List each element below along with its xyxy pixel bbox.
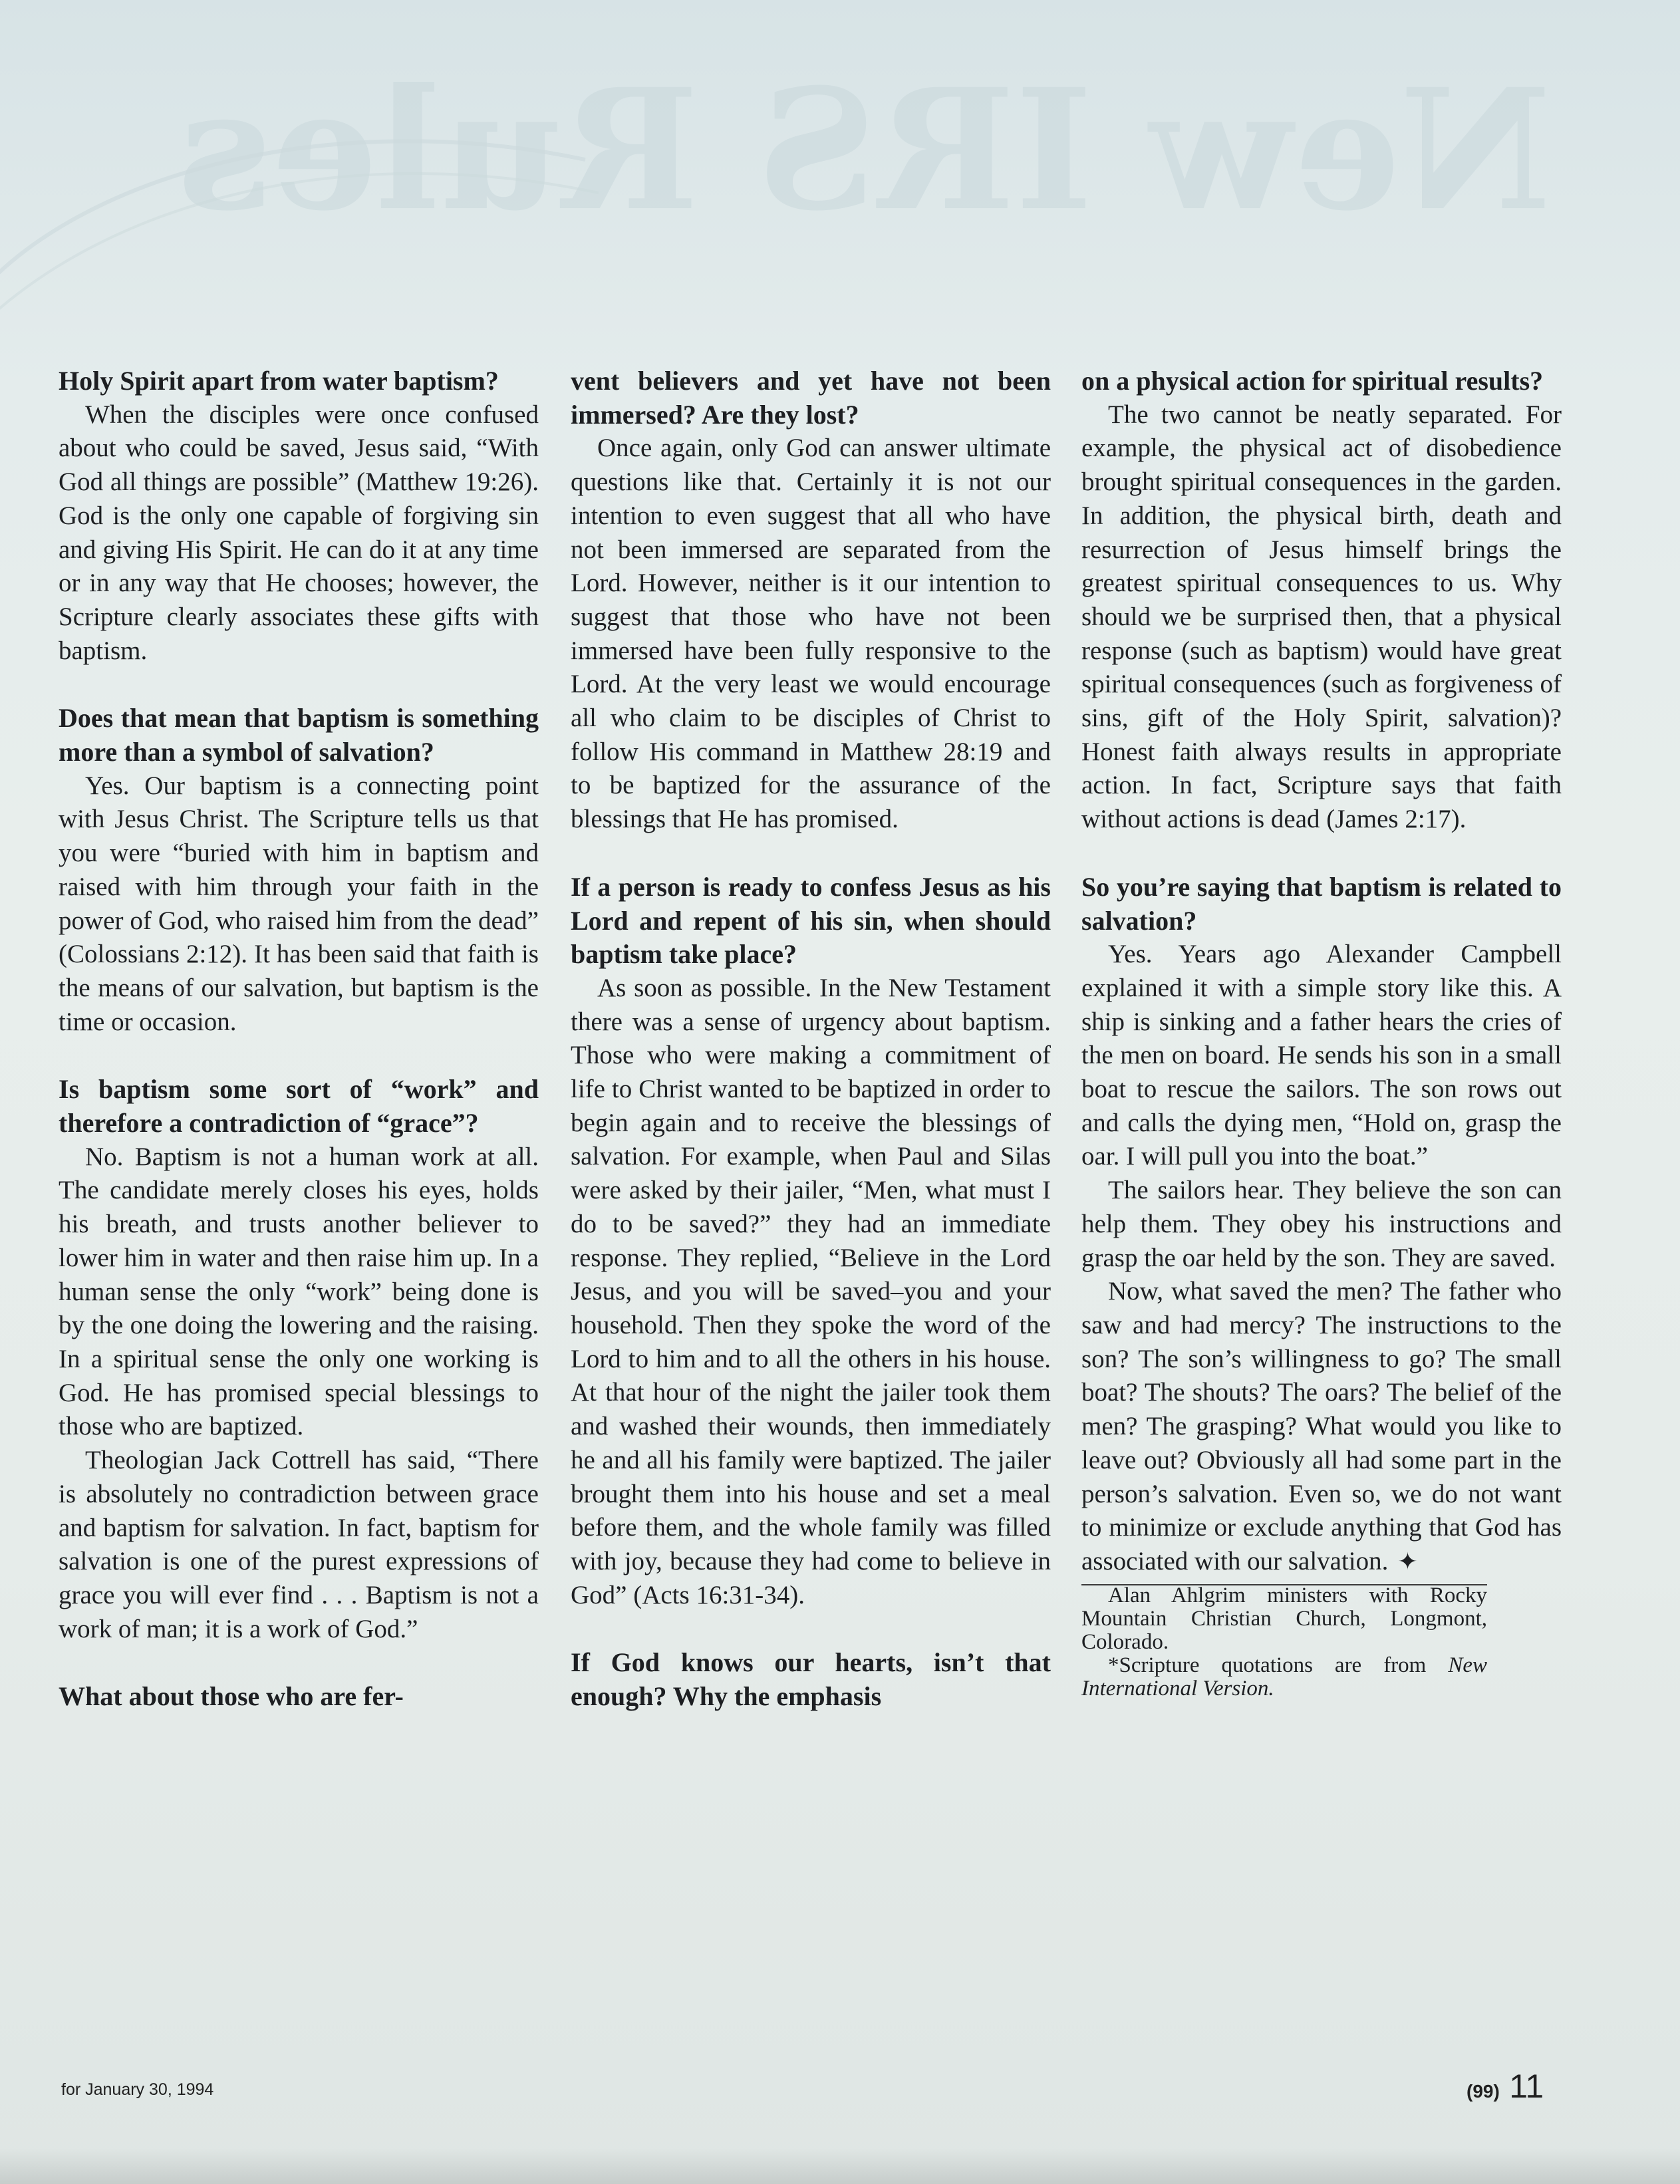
question-heading-continued: vent believers and yet have not been immersed? Are they lost? [571, 366, 1051, 430]
article-column-1 [59, 364, 539, 1714]
scripture-credit: *Scripture quotations are from New International Version. [1081, 1653, 1487, 1701]
answer-paragraph: Theologian Jack Cottrell has said, “There is absolutely no contradiction between grace and baptism for salvation. In fact, baptism for salvation is one of the purest expressions of grace you will ever find . . . Baptism is not a work of man; it is a work of God.” [59, 1446, 539, 1643]
final-paragraph-text: Now, what saved the men? The father who saw and had mercy? The instructions to the son? The son’s willingness to go? The small boat? The shouts? The oars? The belief of the men? The grasping? What would you like to leave out? Obviously all had some part in the person’s salvation. Even so, we do not want to minimize or exclude anything that God has associated with our salvation. [1081, 1277, 1562, 1575]
answer-paragraph: Yes. Years ago Alexander Campbell explained it with a simple story like this. A ship is sinking and a father hears the cries of the men on board. He sends his son in a small boat to rescue the sailors. The son rows out and calls the dying men, “Hold on, grasp the oar. I will pull you into the boat.” [1081, 940, 1562, 1171]
question-heading: So you’re saying that baptism is related to salvation? [1081, 871, 1562, 936]
bleed-through-title: New IRS Rules [177, 63, 1552, 236]
page-edge-shadow [0, 2148, 1680, 2184]
answer-paragraph: As soon as possible. In the New Testament there was a sense of urgency about baptism. Those who were making a commitment of life to Christ wanted to be baptized in order to begin again and to receive the blessings of salvation. For example, when Paul and Silas were asked by their jailer, “Men, what must I do to be saved?” they had an immediate response. They replied, “Believe in the Lord Jesus, and you will be saved–you and your household. Then they spoke the word of the Lord to him and to all the others in his house. At that hour of the night the jailer took them and washed their wounds, then immediately he and all his family were baptized. The jailer brought them into his house and set a meal before them, and the whole family was filled with joy, because they had come to believe in God” (Acts 16:31-34). [571, 973, 1051, 1609]
answer-paragraph: Yes. Our baptism is a connecting point with Jesus Christ. The Scripture tells us that you were “buried with him in baptism and raised with him through your faith in the power of God, who raised him from the dead” (Colossians 2:12). It has been said that faith is the means of our salvation, but baptism is the time or occasion. [59, 771, 539, 1036]
author-bio: Alan Ahlgrim ministers with Rocky Mountain Christian Church, Longmont, Colorado. [1081, 1583, 1487, 1654]
page-number: 11 [1509, 2068, 1544, 2105]
question-heading: If a person is ready to confess Jesus as his Lord and repent of his sin, when should baptism take place? [571, 871, 1051, 970]
bible-version: New International Version. [1081, 1653, 1487, 1701]
answer-paragraph-final [1081, 1275, 1562, 1578]
answer-paragraph: The sailors hear. They believe the son can help them. They obey his instructions and grasp the oar held by the son. They are saved. [1081, 1176, 1562, 1272]
issue-number: (99) [1467, 2081, 1500, 2102]
answer-paragraph: The two cannot be neatly separated. For example, the physical act of disobedience brought spiritual consequences in the garden. In addition, the physical birth, death and resurrection of Jesus himself brings the greatest spiritual consequences to us. Why should we be surprised then, that a physical response (such as baptism) would have great spiritual consequences (such as forgiveness of sins, gift of the Holy Spirit, salvation)? Honest faith always results in appropriate action. In fact, Scripture says that faith without actions is dead (James 2:17). [1081, 400, 1562, 834]
footer-date: for January 30, 1994 [61, 2080, 214, 2099]
question-heading-continued: Holy Spirit apart from water baptism? [59, 366, 499, 396]
end-mark-icon: ✦ [1397, 1548, 1418, 1575]
author-byline [1081, 1584, 1487, 1701]
answer-paragraph: No. Baptism is not a human work at all. The candidate merely closes his eyes, holds his breath, and trusts another believer to lower him in water and then raise him up. In a human sense the only “work” being done is by the one doing the lowering and the raising. In a spiritual sense the only one working is God. He has promised special blessings to those who are baptized. [59, 1142, 539, 1441]
question-heading: What about those who are fer- [59, 1681, 404, 1712]
question-heading-continued: on a physical action for spiritual results? [1081, 366, 1544, 396]
footer-page-number [1467, 2067, 1544, 2106]
decorative-swoosh [0, 80, 599, 359]
article-column-3 [1081, 364, 1562, 1701]
question-heading: Does that mean that baptism is something more than a symbol of salvation? [59, 703, 539, 767]
answer-paragraph: Once again, only God can answer ultimate questions like that. Certainly it is not our intention to even suggest that all who have not been immersed are separated from the Lord. However, neither is it our intention to suggest that those who have not been immersed have been fully responsive to the Lord. At the very least we would encourage all who claim to be disciples of Christ to follow His command in Matthew 28:19 and to be baptized for the assurance of the blessings that He has promised. [571, 434, 1051, 834]
answer-paragraph: When the disciples were once confused about who could be saved, Jesus said, “With God all things are possible” (Matthew 19:26). God is the only one capable of forgiving sin and giving His Spirit. He can do it at any time or in any way that He chooses; however, the Scripture clearly associates these gifts with baptism. [59, 400, 539, 665]
article-column-2 [571, 364, 1051, 1714]
question-heading: If God knows our hearts, isn’t that enough? Why the emphasis [571, 1647, 1051, 1712]
question-heading: Is baptism some sort of “work” and therefore a contradiction of “grace”? [59, 1074, 539, 1139]
